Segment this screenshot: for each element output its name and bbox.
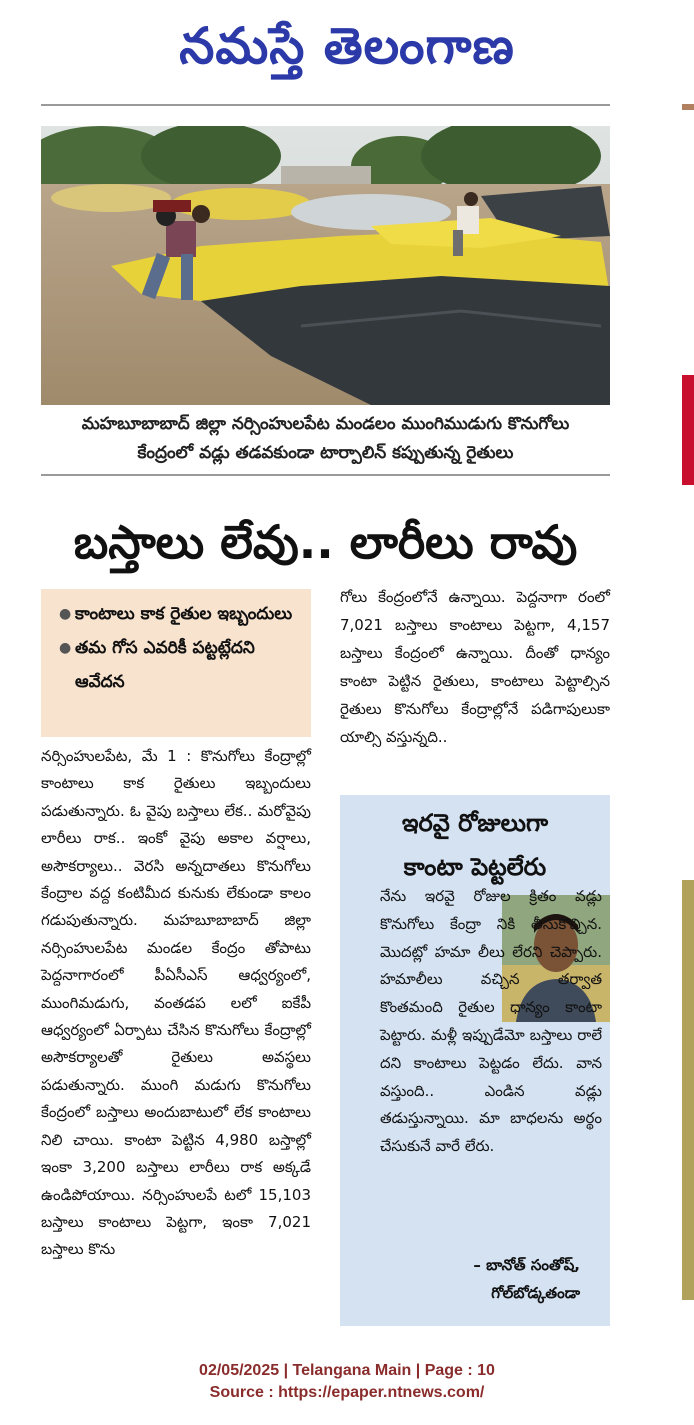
masthead	[0, 0, 694, 92]
article-body-left: నర్సింహులపేట, మే 1 : కొనుగోలు కేంద్రాల్లో కాంటాలు కాక రైతులు ఇబ్బందులు పడుతున్నారు. ఓ వైపు బస్తాలు లేక.. మరోవైపు లారీలు రాక.. ఇంకో వైపు అకాల వర్షాలు, అసౌకర్యాలు.. వెరసి అన్నదాతలు కొనుగోలు కేంద్రాల వద్ద కంటిమీద కునుకు లేకుండా కాలం గడుపుతున్నారు. మహబూబాబాద్ జిల్లా నర్సింహులపేట మండల కేంద్రం తోపాటు పెద్దనాగారంలో పీఏసీఎస్ ఆధ్వర్యంలో, ముంగిమడుగు, వంతడప లలో ఐకేపీ ఆధ్వర్యంలో ఏర్పాటు చేసిన కొనుగోలు కేంద్రాల్లో అసౌకర్యాలతో రైతులు అవస్థలు పడుతున్నారు. ముంగి మడుగు కొనుగోలు కేంద్రంలో బస్తాలు అందుబాటులో లేక కాంటాలు నిలి చాయి. కాంటా పెట్టిన 4,980 బస్తాల్లో ఇంకా 3,200 బస్తాలు లారీలు రాక అక్కడే ఉండిపోయాయి. నర్సింహులపే టలో 15,103 బస్తాలు కాంటాలు పెట్టగా, ఇంకా 7,021 బస్తాలు కొను	[41, 747, 311, 1259]
highlight-text: కాంటాలు కాక రైతుల ఇబ్బందులు	[75, 604, 293, 624]
farmer-quote-box	[340, 795, 610, 1326]
caption-divider	[41, 474, 610, 476]
newspaper-logo: నమస్తే తెలంగాణ	[179, 17, 515, 75]
caption-line-2: కేంద్రంలో వడ్లు తడవకుండా టార్పాలిన్ కప్పుతున్న రైతులు	[137, 443, 514, 463]
quote-signature-name: – బానోత్ సంతోష్,	[473, 1256, 580, 1274]
highlights-box	[41, 589, 311, 737]
quote-title-line-1: ఇరవై రోజులుగా	[401, 809, 549, 837]
highlight-item	[59, 631, 301, 699]
top-divider	[41, 104, 610, 106]
quote-signature-place: గోల్‌బోడ్కతండా	[491, 1284, 580, 1302]
caption-line-1: మహబూబాబాద్ జిల్లా నర్సింహులపేట మండలం ముంగిముడుగు కొనుగోలు	[81, 414, 570, 434]
adjacent-page-red-bar	[682, 375, 694, 485]
quote-title-line-2: కాంటా పెట్టలేరు	[403, 853, 547, 881]
highlight-text: తమ గోస ఎవరికీ పట్టట్లేదని ఆవేదన	[75, 638, 255, 692]
photo-caption	[41, 410, 610, 468]
footer-source: Source : https://epaper.ntnews.com/	[209, 1384, 485, 1401]
highlight-item	[59, 597, 301, 631]
quote-box-title	[340, 801, 610, 889]
page-footer	[0, 1360, 694, 1404]
adjacent-page-photo	[682, 880, 694, 1300]
farm-tarpaulin-photo	[41, 126, 610, 405]
adjacent-page-edge	[682, 104, 694, 110]
article-body-right: గోలు కేంద్రంలోనే ఉన్నాయి. పెద్దనాగా రంలో 7,021 బస్తాలు కాంటాలు పెట్టగా, 4,157 బస్తాలు కేంద్రంలో ఉన్నాయి. దీంతో ధాన్యం కాంటా పెట్టిన రైతులు, కాంటాలు పెట్టాల్సిన రైతులు కొనుగోలు కేంద్రాల్లోనే పడిగాపులుకా యాల్సి వస్తున్నది..	[340, 588, 610, 746]
news-photo	[41, 126, 610, 405]
bullet-icon: ●	[59, 640, 72, 656]
footer-date-page: 02/05/2025 | Telangana Main | Page : 10	[199, 1362, 495, 1379]
article-headline: బస్తాలు లేవు.. లారీలు రావు	[73, 515, 578, 569]
bullet-icon: ●	[59, 606, 72, 622]
quote-body: నేను ఇరవై రోజుల క్రితం వడ్లు కొనుగోలు కేంద్రా నికి తీసుకొచ్చిన. మొదట్లో హమా లీలు లేరని చెప్పారు. హమాలీలు వచ్చిన తర్వాత కొంతమంది రైతుల ధాన్యం కాంటా పెట్టారు. మళ్లీ ఇప్పుడేమో బస్తాలు రాలే దని కాంటాలు పెట్టడం లేదు. వాన వస్తుంది.. ఎండిన వడ్లు తడుస్తున్నాయి. మా బాధలను అర్థం చేసుకునే వారే లేరు.	[380, 887, 602, 1156]
